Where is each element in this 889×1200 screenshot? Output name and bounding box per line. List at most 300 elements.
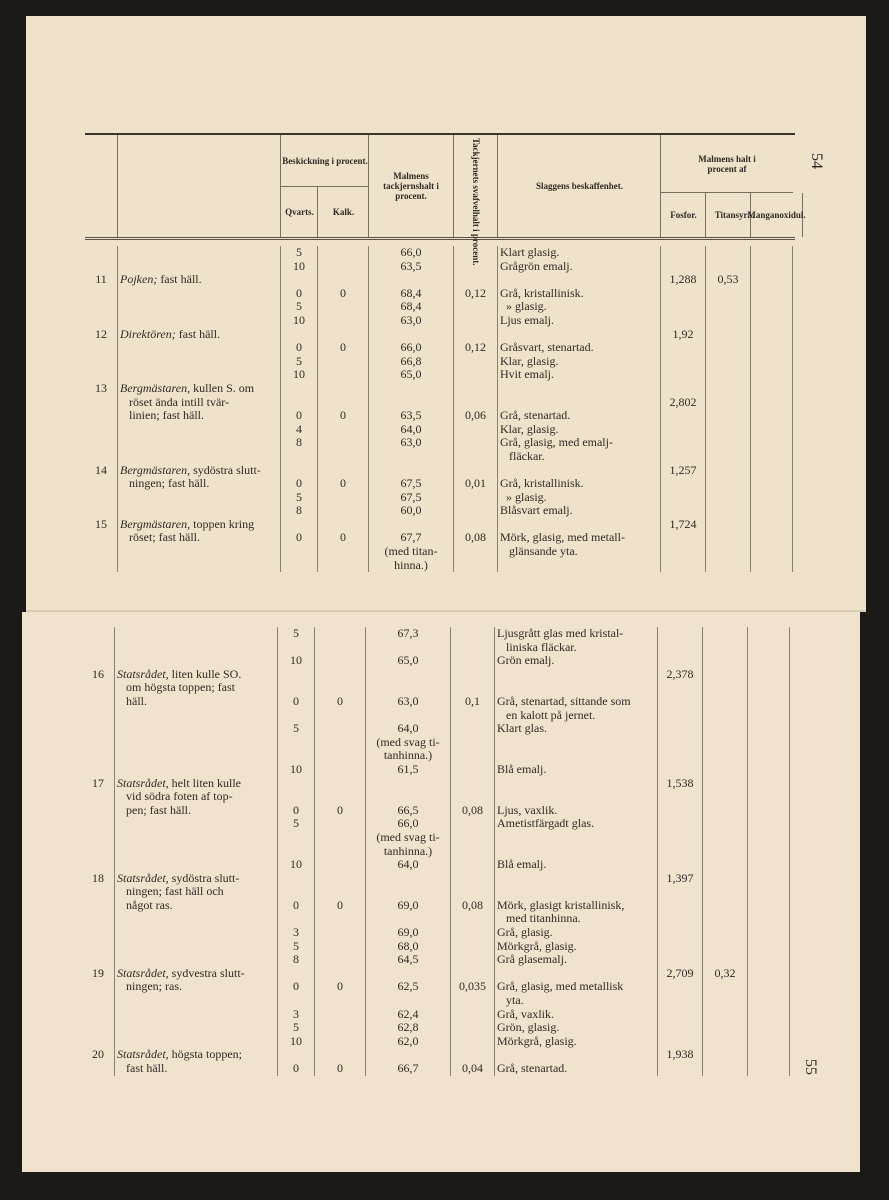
kalk-cell <box>314 790 365 804</box>
table-row <box>82 967 788 981</box>
slagg-description-cell <box>494 885 657 899</box>
svafvelhalt-cell <box>450 722 494 736</box>
row-number-cell <box>85 396 117 410</box>
titansyra-cell <box>702 872 747 886</box>
manganoxidul-cell <box>750 287 793 301</box>
qvarts-cell: 5 <box>277 817 314 831</box>
manganoxidul-cell <box>747 668 790 682</box>
slagg-description-cell: glänsande yta. <box>497 545 660 559</box>
fosfor-cell <box>657 736 702 750</box>
slagg-description-cell: Ljus, vaxlik. <box>494 804 657 818</box>
qvarts-cell: 0 <box>277 899 314 913</box>
qvarts-cell <box>277 681 314 695</box>
locality-cell <box>114 994 277 1008</box>
row-number-cell: 12 <box>95 326 107 341</box>
tackjernshalt-cell: 63,0 <box>368 436 453 450</box>
qvarts-cell <box>277 749 314 763</box>
kalk-cell: 0 <box>314 980 365 994</box>
manganoxidul-cell <box>747 722 790 736</box>
qvarts-cell: 0 <box>280 287 317 301</box>
qvarts-cell <box>280 518 317 532</box>
row-number-cell <box>85 300 117 314</box>
tackjernshalt-cell <box>365 709 450 723</box>
table-row <box>82 1021 788 1035</box>
titansyra-cell <box>705 464 750 478</box>
locality-description: toppen kring <box>190 516 255 531</box>
tackjernshalt-cell <box>365 681 450 695</box>
manganoxidul-cell <box>747 817 790 831</box>
slagg-description-cell: Ametistfärgadt glas. <box>494 817 657 831</box>
table-row <box>82 804 788 818</box>
table-row <box>85 531 795 545</box>
slagg-description-cell: Grå, stenartad, sittande som <box>494 695 657 709</box>
table-row <box>85 287 795 301</box>
manganoxidul-cell <box>750 477 793 491</box>
locality-cell <box>117 287 280 301</box>
svafvelhalt-cell: 0,12 <box>453 341 497 355</box>
slagg-description-cell: Mörkgrå, glasig. <box>494 1035 657 1049</box>
fosfor-cell <box>660 409 705 423</box>
fosfor-cell <box>660 314 705 328</box>
slagg-description-cell: Grå glasemalj. <box>494 953 657 967</box>
manganoxidul-cell <box>747 940 790 954</box>
locality-cell <box>114 980 277 994</box>
locality-name: Statsrådet, <box>117 666 169 681</box>
slagg-description-cell <box>494 831 657 845</box>
table-row <box>82 872 788 886</box>
locality-cell <box>117 355 280 369</box>
manganoxidul-cell <box>750 531 793 545</box>
kalk-cell <box>314 763 365 777</box>
svafvelhalt-cell <box>450 845 494 859</box>
svafvelhalt-cell: 0,06 <box>453 409 497 423</box>
kalk-cell <box>314 749 365 763</box>
qvarts-cell <box>277 1048 314 1062</box>
table-row <box>82 994 788 1008</box>
tackjernshalt-cell <box>368 464 453 478</box>
kalk-cell <box>314 668 365 682</box>
manganoxidul-cell <box>750 300 793 314</box>
svafvelhalt-cell <box>450 817 494 831</box>
svafvelhalt-cell <box>450 1048 494 1062</box>
kalk-cell: 0 <box>317 409 368 423</box>
table-row <box>82 763 788 777</box>
slagg-description-cell: Grå, vaxlik. <box>494 1008 657 1022</box>
svafvelhalt-cell <box>450 831 494 845</box>
fosfor-cell <box>660 287 705 301</box>
tackjernshalt-cell <box>365 641 450 655</box>
table-row <box>82 627 788 641</box>
table-row <box>85 436 795 450</box>
row-number-cell <box>85 504 117 518</box>
table-row <box>82 899 788 913</box>
qvarts-cell <box>277 790 314 804</box>
tackjernshalt-cell <box>365 912 450 926</box>
titansyra-cell <box>702 899 747 913</box>
row-number-cell: 17 <box>92 775 104 790</box>
table-row <box>82 980 788 994</box>
locality-cell <box>114 681 277 695</box>
qvarts-cell: 10 <box>277 654 314 668</box>
table-row <box>85 559 795 573</box>
titansyra-cell <box>705 423 750 437</box>
kalk-cell <box>317 450 368 464</box>
titansyra-cell <box>705 368 750 382</box>
locality-cell <box>114 926 277 940</box>
fosfor-cell: 1,724 <box>660 518 705 532</box>
svafvelhalt-cell <box>453 559 497 573</box>
fosfor-cell <box>660 260 705 274</box>
qvarts-cell <box>277 777 314 791</box>
row-number-cell <box>82 736 114 750</box>
fosfor-cell <box>657 641 702 655</box>
row-number-cell: 14 <box>95 462 107 477</box>
header-malmens-halt: Malmens halt i procent af <box>660 135 793 193</box>
table-row <box>85 341 795 355</box>
titansyra-cell <box>702 749 747 763</box>
manganoxidul-cell <box>750 436 793 450</box>
tackjernshalt-cell: (med titan- <box>368 545 453 559</box>
svafvelhalt-cell <box>450 777 494 791</box>
svafvelhalt-cell: 0,04 <box>450 1062 494 1076</box>
table-row <box>85 246 795 260</box>
locality-cell <box>114 763 277 777</box>
tackjernshalt-cell: 66,8 <box>368 355 453 369</box>
tackjernshalt-cell: 66,0 <box>368 341 453 355</box>
locality-cell <box>114 736 277 750</box>
fosfor-cell <box>657 681 702 695</box>
table-row <box>82 817 788 831</box>
row-number-cell <box>85 287 117 301</box>
svafvelhalt-cell <box>450 885 494 899</box>
tackjernshalt-cell: 64,0 <box>365 722 450 736</box>
ore-table-bottom <box>82 627 788 1076</box>
locality-cell <box>117 382 280 396</box>
svafvelhalt-cell <box>450 1008 494 1022</box>
locality-description: sydöstra slutt- <box>190 462 261 477</box>
manganoxidul-cell <box>750 314 793 328</box>
fosfor-cell <box>657 926 702 940</box>
titansyra-cell: 0,53 <box>705 273 750 287</box>
titansyra-cell <box>705 531 750 545</box>
slagg-description-cell <box>494 668 657 682</box>
tackjernshalt-cell <box>368 396 453 410</box>
qvarts-cell <box>280 450 317 464</box>
fosfor-cell <box>657 831 702 845</box>
locality-cell <box>117 518 280 532</box>
row-number-cell <box>82 994 114 1008</box>
fosfor-cell <box>657 722 702 736</box>
fosfor-cell <box>660 300 705 314</box>
table-row <box>85 464 795 478</box>
kalk-cell <box>314 654 365 668</box>
locality-cell <box>114 953 277 967</box>
svafvelhalt-cell <box>450 790 494 804</box>
manganoxidul-cell <box>747 695 790 709</box>
titansyra-cell <box>702 885 747 899</box>
table-row <box>85 382 795 396</box>
locality-description: fast häll. <box>117 1061 168 1075</box>
tackjernshalt-cell: 63,0 <box>365 695 450 709</box>
locality-cell <box>117 436 280 450</box>
titansyra-cell <box>702 912 747 926</box>
manganoxidul-cell <box>750 504 793 518</box>
slagg-description-cell: Blå emalj. <box>494 858 657 872</box>
qvarts-cell: 5 <box>277 722 314 736</box>
tackjernshalt-cell <box>368 273 453 287</box>
slagg-description-cell <box>497 396 660 410</box>
table-row <box>85 314 795 328</box>
tackjernshalt-cell: 61,5 <box>365 763 450 777</box>
tackjernshalt-cell: 67,7 <box>368 531 453 545</box>
locality-cell <box>117 409 280 423</box>
locality-description: liten kulle SO. <box>168 666 242 681</box>
svafvelhalt-cell <box>453 464 497 478</box>
fosfor-cell: 1,257 <box>660 464 705 478</box>
manganoxidul-cell <box>747 872 790 886</box>
header-slaggen: Slaggens beskaffenhet. <box>497 135 661 237</box>
kalk-cell <box>317 382 368 396</box>
kalk-cell <box>314 1035 365 1049</box>
qvarts-cell: 8 <box>277 953 314 967</box>
table-row <box>85 545 795 559</box>
row-number-cell <box>85 314 117 328</box>
kalk-cell <box>314 736 365 750</box>
titansyra-cell <box>705 559 750 573</box>
qvarts-cell: 4 <box>280 423 317 437</box>
titansyra-cell <box>702 1008 747 1022</box>
locality-cell <box>114 627 277 641</box>
tackjernshalt-cell: 66,5 <box>365 804 450 818</box>
header-no <box>85 135 117 237</box>
row-number-cell: 18 <box>92 870 104 885</box>
locality-cell <box>114 1021 277 1035</box>
titansyra-cell <box>705 504 750 518</box>
manganoxidul-cell <box>747 885 790 899</box>
tackjernshalt-cell <box>365 967 450 981</box>
kalk-cell: 0 <box>317 341 368 355</box>
row-number-cell <box>85 436 117 450</box>
manganoxidul-cell <box>747 1062 790 1076</box>
titansyra-cell <box>702 940 747 954</box>
fosfor-cell <box>660 436 705 450</box>
locality-description: sydöstra slutt- <box>168 870 240 885</box>
locality-name: Statsrådet, <box>117 870 169 885</box>
tackjernshalt-cell: 66,0 <box>368 246 453 260</box>
slagg-description-cell <box>494 777 657 791</box>
titansyra-cell <box>702 926 747 940</box>
fosfor-cell: 1,288 <box>660 273 705 287</box>
kalk-cell <box>317 314 368 328</box>
locality-cell <box>117 328 280 342</box>
svafvelhalt-cell: 0,1 <box>450 695 494 709</box>
qvarts-cell <box>280 273 317 287</box>
row-number-cell <box>85 423 117 437</box>
locality-cell <box>114 817 277 831</box>
manganoxidul-cell <box>750 559 793 573</box>
slagg-description-cell: Mörkgrå, glasig. <box>494 940 657 954</box>
svafvelhalt-cell <box>453 491 497 505</box>
tackjernshalt-cell: 68,4 <box>368 287 453 301</box>
slagg-description-cell: Grå, glasig. <box>494 926 657 940</box>
qvarts-cell <box>280 545 317 559</box>
locality-cell <box>117 396 280 410</box>
titansyra-cell <box>702 831 747 845</box>
locality-name: Bergmästaren, <box>120 380 191 395</box>
locality-cell <box>114 654 277 668</box>
tackjernshalt-cell: 69,0 <box>365 899 450 913</box>
table-row <box>82 1008 788 1022</box>
locality-cell <box>114 804 277 818</box>
manganoxidul-cell <box>750 545 793 559</box>
manganoxidul-cell <box>747 926 790 940</box>
kalk-cell <box>314 777 365 791</box>
slagg-description-cell: Grå, kristallinisk. <box>497 287 660 301</box>
kalk-cell <box>317 273 368 287</box>
row-number-cell: 20 <box>92 1047 104 1062</box>
qvarts-cell <box>280 396 317 410</box>
slagg-description-cell: Mörk, glasigt kristallinisk, <box>494 899 657 913</box>
tackjernshalt-cell: hinna.) <box>368 559 453 573</box>
tackjernshalt-cell: 66,7 <box>365 1062 450 1076</box>
svafvelhalt-cell <box>453 368 497 382</box>
manganoxidul-cell <box>747 831 790 845</box>
table-row <box>82 831 788 845</box>
manganoxidul-cell <box>747 1048 790 1062</box>
fosfor-cell <box>660 246 705 260</box>
fosfor-cell <box>660 341 705 355</box>
fosfor-cell <box>657 845 702 859</box>
fosfor-cell <box>657 940 702 954</box>
slagg-description-cell: Blåsvart emalj. <box>497 504 660 518</box>
manganoxidul-cell <box>750 341 793 355</box>
table-row <box>82 722 788 736</box>
slagg-description-cell: en kalott på jernet. <box>494 709 657 723</box>
kalk-cell <box>314 709 365 723</box>
titansyra-cell <box>702 953 747 967</box>
qvarts-cell: 0 <box>277 695 314 709</box>
tackjernshalt-cell: 65,0 <box>368 368 453 382</box>
titansyra-cell <box>705 436 750 450</box>
row-number-cell <box>82 845 114 859</box>
qvarts-cell: 10 <box>277 1035 314 1049</box>
locality-description: högsta toppen; <box>168 1047 242 1062</box>
kalk-cell <box>317 436 368 450</box>
locality-description: ningen; ras. <box>117 979 182 994</box>
locality-description: kullen S. om <box>190 380 255 395</box>
fosfor-cell <box>660 355 705 369</box>
fosfor-cell: 2,378 <box>657 668 702 682</box>
locality-description: vid södra foten af top- <box>117 789 233 804</box>
locality-cell <box>114 668 277 682</box>
qvarts-cell: 5 <box>280 355 317 369</box>
fosfor-cell <box>657 817 702 831</box>
slagg-description-cell: Klar, glasig. <box>497 355 660 369</box>
svafvelhalt-cell <box>453 382 497 396</box>
locality-description: röset ända intill tvär- <box>120 394 230 409</box>
table-row <box>82 926 788 940</box>
fosfor-cell <box>660 491 705 505</box>
table-row <box>85 328 795 342</box>
row-number-cell <box>85 477 117 491</box>
manganoxidul-cell <box>750 491 793 505</box>
svafvelhalt-cell: 0,08 <box>453 531 497 545</box>
row-number-cell <box>82 763 114 777</box>
kalk-cell <box>317 491 368 505</box>
row-number-cell <box>82 940 114 954</box>
slagg-description-cell <box>497 518 660 532</box>
manganoxidul-cell <box>750 450 793 464</box>
titansyra-cell <box>705 314 750 328</box>
tackjernshalt-cell <box>365 777 450 791</box>
svafvelhalt-cell <box>453 423 497 437</box>
fosfor-cell: 2,802 <box>660 396 705 410</box>
tackjernshalt-cell: 64,0 <box>368 423 453 437</box>
slagg-description-cell <box>497 559 660 573</box>
row-number-cell: 16 <box>92 666 104 681</box>
slagg-description-cell <box>494 845 657 859</box>
qvarts-cell <box>277 709 314 723</box>
fosfor-cell <box>660 504 705 518</box>
fosfor-cell <box>660 423 705 437</box>
table-row <box>85 300 795 314</box>
locality-name: Direktören; <box>120 326 176 341</box>
svafvelhalt-cell <box>453 355 497 369</box>
slagg-description-cell: Mörk, glasig, med metall- <box>497 531 660 545</box>
tackjernshalt-cell: 63,5 <box>368 409 453 423</box>
locality-cell <box>117 246 280 260</box>
qvarts-cell: 0 <box>277 980 314 994</box>
tackjernshalt-cell <box>368 328 453 342</box>
svafvelhalt-cell <box>453 300 497 314</box>
fosfor-cell: 1,92 <box>660 328 705 342</box>
kalk-cell <box>314 926 365 940</box>
tackjernshalt-cell: 66,0 <box>365 817 450 831</box>
kalk-cell <box>314 994 365 1008</box>
manganoxidul-cell <box>747 681 790 695</box>
tackjernshalt-cell: 68,0 <box>365 940 450 954</box>
svafvelhalt-cell <box>450 1035 494 1049</box>
locality-cell <box>114 912 277 926</box>
tackjernshalt-cell: 60,0 <box>368 504 453 518</box>
kalk-cell: 0 <box>317 477 368 491</box>
fosfor-cell <box>660 382 705 396</box>
slagg-description-cell <box>494 1048 657 1062</box>
svafvelhalt-cell <box>450 736 494 750</box>
titansyra-cell <box>702 736 747 750</box>
tackjernshalt-cell: tanhinna.) <box>365 845 450 859</box>
titansyra-cell <box>705 328 750 342</box>
tackjernshalt-cell: 67,5 <box>368 477 453 491</box>
manganoxidul-cell <box>747 709 790 723</box>
manganoxidul-cell <box>750 409 793 423</box>
kalk-cell <box>314 722 365 736</box>
fosfor-cell <box>660 368 705 382</box>
slagg-description-cell: Grågrön emalj. <box>497 260 660 274</box>
manganoxidul-cell <box>750 273 793 287</box>
tackjernshalt-cell <box>365 790 450 804</box>
slagg-description-cell <box>494 967 657 981</box>
kalk-cell: 0 <box>314 1062 365 1076</box>
qvarts-cell <box>280 559 317 573</box>
tackjernshalt-cell: 63,0 <box>368 314 453 328</box>
titansyra-cell <box>705 396 750 410</box>
svafvelhalt-cell: 0,12 <box>453 287 497 301</box>
kalk-cell: 0 <box>314 695 365 709</box>
table-row <box>82 912 788 926</box>
header-tackjernshalt: Malmens tackjernshalt i procent. <box>368 135 453 237</box>
locality-cell <box>117 423 280 437</box>
